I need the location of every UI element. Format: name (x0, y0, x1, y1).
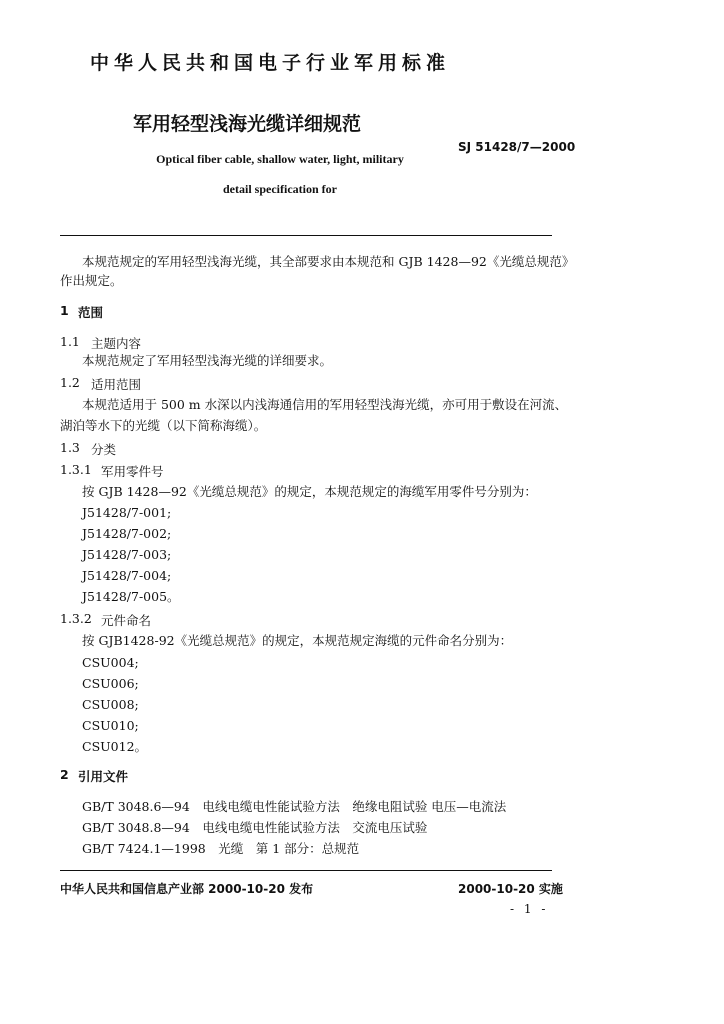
part-number-item: J51428/7-004; (82, 568, 172, 583)
section-1-3-2-text: 按 GJB1428-92《光缆总规范》的规定，本规范规定海缆的元件命名分别为： (82, 633, 513, 648)
section-1-2-text-line-1: 本规范适用于 500 m 水深以内浅海通信用的军用轻型浅海光缆，亦可用于敷设在河流、 (82, 397, 568, 412)
reference-item: GB/T 7424.1—1998 光缆 第 1 部分：总规范 (82, 841, 360, 856)
header-rule (60, 235, 552, 236)
section-2-title: 引用文件 (78, 769, 129, 784)
issuer-line: 中华人民共和国信息产业部 2000-10-20 发布 (60, 882, 314, 896)
section-1-title: 范围 (78, 305, 104, 320)
section-1-1-text: 本规范规定了军用轻型浅海光缆的详细要求。 (82, 353, 333, 368)
document-title: 军用轻型浅海光缆详细规范 (133, 113, 362, 135)
section-2-number: 2 (60, 767, 69, 782)
section-1-2-text-line-2: 湖泊等水下的光缆（以下简称海缆）。 (60, 418, 267, 433)
footer-rule (60, 870, 552, 871)
section-1-3-number: 1.3 (60, 440, 80, 455)
section-1-3-1-number: 1.3.1 (60, 462, 92, 477)
part-number-item: J51428/7-005。 (82, 589, 180, 604)
standard-code: SJ 51428/7—2000 (458, 140, 576, 154)
section-1-3-2-title: 元件命名 (101, 613, 152, 628)
intro-line-2: 作出规定。 (60, 273, 123, 288)
english-title-line-2: detail specification for (223, 182, 337, 196)
page-number: - 1 - (510, 902, 549, 916)
part-number-item: J51428/7-003; (82, 547, 172, 562)
section-1-2-number: 1.2 (60, 375, 80, 390)
section-1-3-2-number: 1.3.2 (60, 611, 92, 626)
component-name-item: CSU008; (82, 697, 139, 712)
standard-type-header: 中华人民共和国电子行业军用标准 (90, 52, 451, 74)
component-name-item: CSU010; (82, 718, 139, 733)
intro-line-1: 本规范规定的军用轻型浅海光缆，其全部要求由本规范和 GJB 1428—92《光缆总规范》 (82, 254, 575, 269)
reference-item: GB/T 3048.6—94 电线电缆电性能试验方法 绝缘电阻试验 电压—电流法 (82, 799, 507, 814)
reference-item: GB/T 3048.8—94 电线电缆电性能试验方法 交流电压试验 (82, 820, 428, 835)
section-1-number: 1 (60, 303, 69, 318)
component-name-item: CSU012。 (82, 739, 148, 754)
section-1-2-title: 适用范围 (91, 377, 142, 392)
section-1-3-1-text: 按 GJB 1428—92《光缆总规范》的规定，本规范规定的海缆军用零件号分别为： (82, 484, 537, 499)
effective-date: 2000-10-20 实施 (458, 882, 563, 896)
part-number-item: J51428/7-001; (82, 505, 172, 520)
section-1-1-number: 1.1 (60, 334, 80, 349)
component-name-item: CSU004; (82, 655, 139, 670)
component-name-item: CSU006; (82, 676, 139, 691)
english-title-line-1: Optical fiber cable, shallow water, light, military (156, 152, 404, 166)
section-1-3-title: 分类 (91, 442, 117, 457)
part-number-item: J51428/7-002; (82, 526, 172, 541)
section-1-1-title: 主题内容 (91, 336, 142, 351)
section-1-3-1-title: 军用零件号 (101, 464, 164, 479)
